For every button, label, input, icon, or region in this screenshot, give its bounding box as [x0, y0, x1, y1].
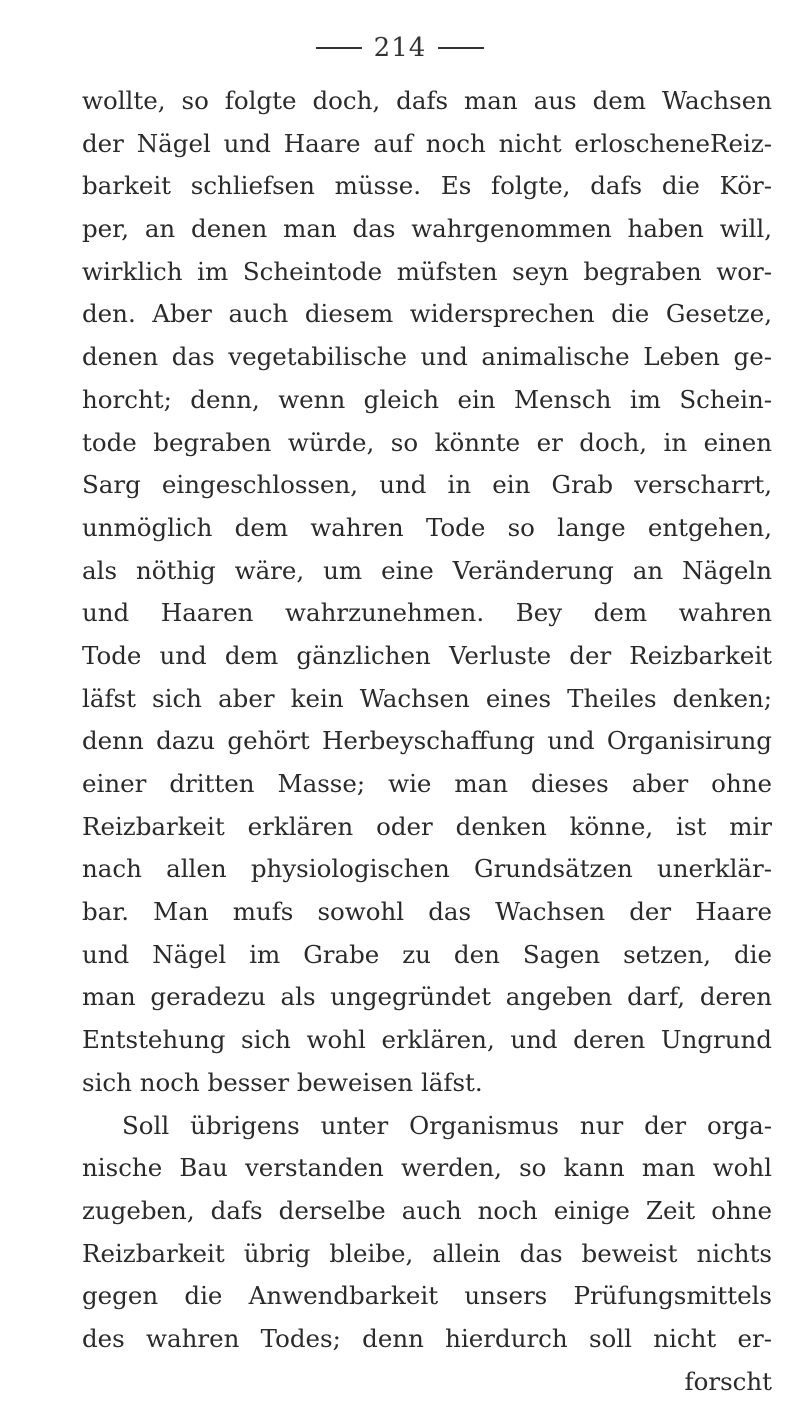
text-line: zugeben, dafs derselbe auch noch einige Zeit ohne [82, 1195, 772, 1225]
text-line: wirklich im Scheintode müfsten seyn begraben wor- [82, 256, 772, 286]
text-line: barkeit schliefsen müsse. Es folgte, dafs die Kör- [82, 171, 772, 201]
text-line: per, an denen man das wahrgenommen haben will, [82, 214, 772, 244]
text-line: Tode und dem gänzlichen Verluste der Reizbarkeit [82, 640, 772, 670]
text-line: horcht; denn, wenn gleich ein Mensch im Schein- [82, 384, 772, 414]
catchword: forscht [684, 1366, 772, 1396]
text-line: denn dazu gehört Herbeyschaffung und Organisirung [82, 726, 772, 756]
text-line: gegen die Anwendbarkeit unsers Prüfungsmittels [82, 1281, 772, 1311]
text-line: Reizbarkeit erklären oder denken könne, ist mir [82, 811, 772, 841]
text-line: man geradezu als ungegründet angeben darf, deren [82, 982, 772, 1012]
page-header [0, 28, 800, 68]
page-number: 214 [373, 33, 427, 63]
text-line: tode begraben würde, so könnte er doch, in einen [82, 427, 772, 457]
text-line: unmöglich dem wahren Tode so lange entgehen, [82, 512, 772, 542]
text-line: den. Aber auch diesem widersprechen die Gesetze, [82, 299, 772, 329]
text-line: und Haaren wahrzunehmen. Bey dem wahren [82, 598, 772, 628]
text-line: läfst sich aber kein Wachsen eines Theiles denken; [82, 683, 772, 713]
text-line: des wahren Todes; denn hierdurch soll nicht er- [82, 1323, 772, 1353]
header-rule-left [316, 47, 362, 49]
paragraph-start-line: Soll übrigens unter Organismus nur der orga- [122, 1110, 772, 1140]
text-line: und Nägel im Grabe zu den Sagen setzen, die [82, 939, 772, 969]
header-rule-right [438, 47, 484, 49]
text-line: nach allen physiologischen Grundsätzen unerklär- [82, 854, 772, 884]
text-line: Entstehung sich wohl erklären, und deren Ungrund [82, 1025, 772, 1055]
text-line: nische Bau verstanden werden, so kann man wohl [82, 1153, 772, 1183]
text-line: Reizbarkeit übrig bleibe, allein das beweist nichts [82, 1238, 772, 1268]
text-line: denen das vegetabilische und animalische Leben ge- [82, 342, 772, 372]
text-line: wollte, so folgte doch, dafs man aus dem Wachsen [82, 86, 772, 115]
text-line: der Nägel und Haare auf noch nicht erloscheneReiz- [82, 128, 772, 158]
body-text [82, 80, 772, 1403]
text-line: als nöthig wäre, um eine Veränderung an Nägeln [82, 555, 772, 585]
text-line: einer dritten Masse; wie man dieses aber ohne [82, 769, 772, 798]
text-line: Sarg eingeschlossen, und in ein Grab verscharrt, [82, 470, 772, 500]
text-line: bar. Man mufs sowohl das Wachsen der Haare [82, 897, 772, 927]
paragraph-end-line: sich noch besser beweisen läfst. [82, 1067, 483, 1097]
